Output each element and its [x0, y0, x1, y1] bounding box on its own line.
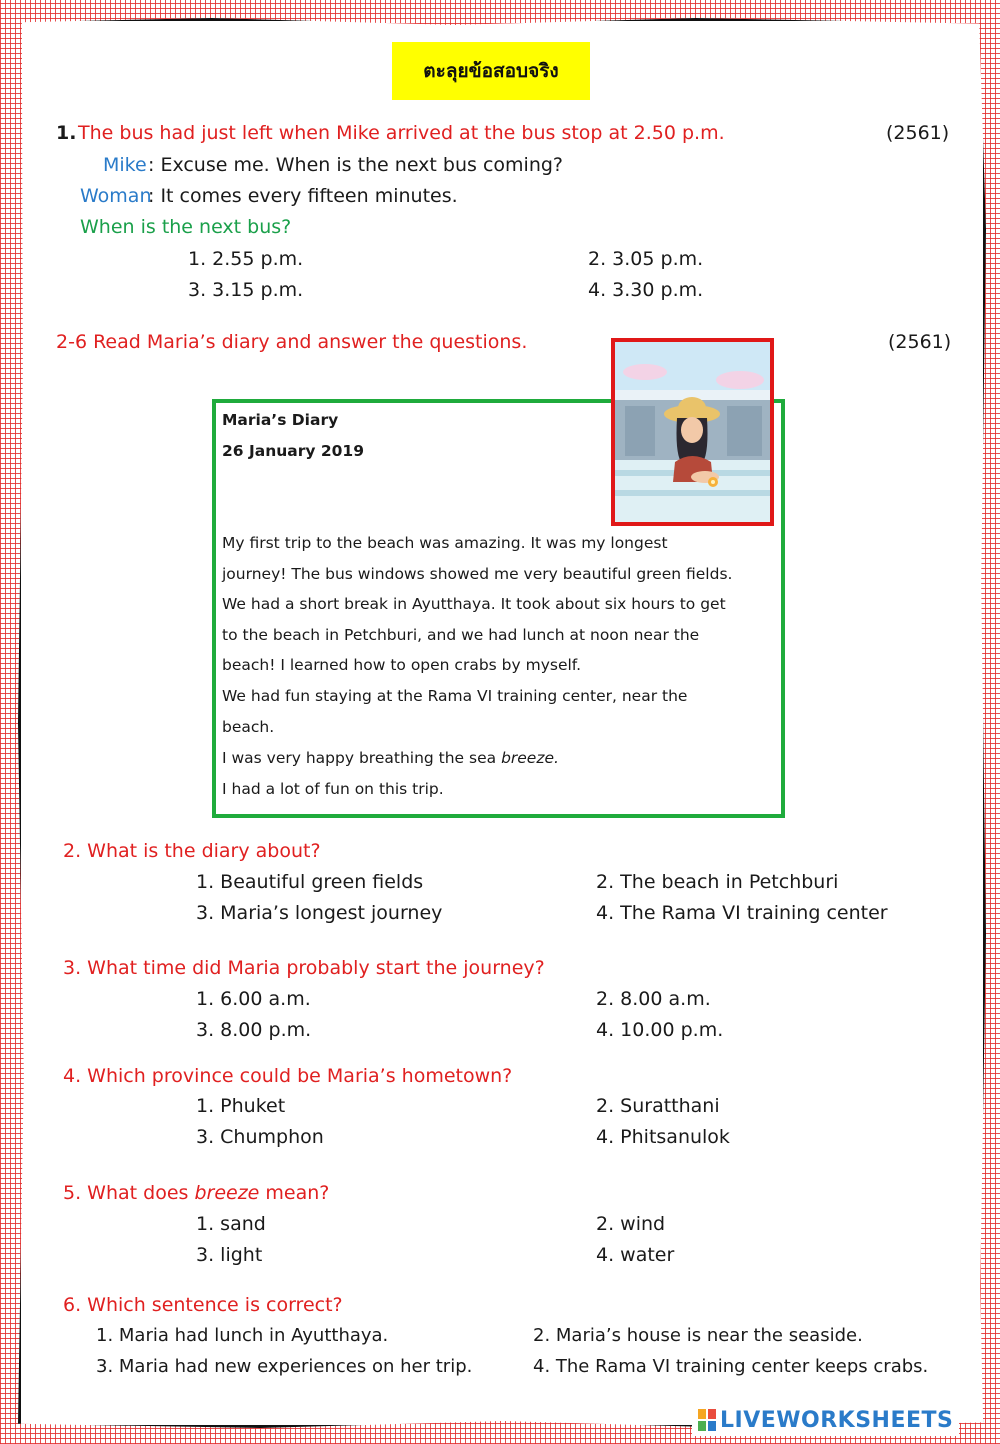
q1-year: (2561) [886, 122, 950, 144]
diary-line: My first trip to the beach was amazing. It was my longest [222, 534, 668, 552]
q3-option-1[interactable]: 1. 6.00 a.m. [196, 988, 311, 1010]
q6-option-2[interactable]: 2. Maria’s house is near the seaside. [533, 1325, 863, 1346]
q2-option-3[interactable]: 3. Maria’s longest journey [196, 902, 443, 924]
q4-question: 4. Which province could be Maria’s hometown? [63, 1065, 513, 1087]
q1-mike-label: Mike [103, 154, 147, 176]
q1-question: When is the next bus? [80, 216, 292, 238]
q2-option-1[interactable]: 1. Beautiful green fields [196, 871, 424, 893]
q5-option-4[interactable]: 4. water [596, 1244, 675, 1266]
diary-line: We had a short break in Ayutthaya. It took about six hours to get [222, 595, 726, 613]
q1-option-3[interactable]: 3. 3.15 p.m. [188, 279, 304, 301]
diary-line-breeze-text: I was very happy breathing the sea [222, 749, 502, 767]
liveworksheets-logo-icon [698, 1409, 716, 1431]
q1-woman-label: Woman [80, 185, 152, 207]
q5-question-start: 5. What does [63, 1182, 195, 1204]
diary-breeze-word: breeze. [501, 749, 559, 767]
liveworksheets-logo [692, 1404, 959, 1436]
page-title: ตะลุยข้อสอบจริง [392, 42, 590, 100]
diary-line: beach. [222, 718, 275, 736]
maria-illustration [615, 342, 770, 522]
q2-option-2[interactable]: 2. The beach in Petchburi [596, 871, 839, 893]
q1-mike-line: : Excuse me. When is the next bus coming? [148, 154, 564, 176]
section-heading: 2-6 Read Maria’s diary and answer the questions. [56, 331, 528, 353]
q4-option-4[interactable]: 4. Phitsanulok [596, 1126, 730, 1148]
diary-title: Maria’s Diary [222, 411, 339, 429]
q4-option-1[interactable]: 1. Phuket [196, 1095, 286, 1117]
diary-date: 26 January 2019 [222, 442, 365, 460]
q6-option-3[interactable]: 3. Maria had new experiences on her trip. [96, 1356, 473, 1377]
q6-option-1[interactable]: 1. Maria had lunch in Ayutthaya. [96, 1325, 389, 1346]
diary-line: beach! I learned how to open crabs by myself. [222, 656, 582, 674]
q5-option-2[interactable]: 2. wind [596, 1213, 666, 1235]
q2-option-4[interactable]: 4. The Rama VI training center [596, 902, 888, 924]
diary-line: We had fun staying at the Rama VI training center, near the [222, 687, 688, 705]
q5-question-word: breeze [194, 1182, 260, 1204]
q5-option-3[interactable]: 3. light [196, 1244, 263, 1266]
q3-option-3[interactable]: 3. 8.00 p.m. [196, 1019, 312, 1041]
diary-line: to the beach in Petchburi, and we had lunch at noon near the [222, 626, 700, 644]
liveworksheets-brand: LIVEWORKSHEETS [720, 1407, 954, 1433]
diary-line: journey! The bus windows showed me very beautiful green fields. [222, 565, 733, 583]
maria-bus-photo [611, 338, 774, 526]
q1-option-1[interactable]: 1. 2.55 p.m. [188, 248, 304, 270]
q6-question: 6. Which sentence is correct? [63, 1294, 343, 1316]
q1-option-4[interactable]: 4. 3.30 p.m. [588, 279, 704, 301]
q1-woman-line: : It comes every fifteen minutes. [148, 185, 458, 207]
q5-option-1[interactable]: 1. sand [196, 1213, 266, 1235]
diary-line-breeze [222, 749, 559, 767]
q1-option-2[interactable]: 2. 3.05 p.m. [588, 248, 704, 270]
q1-number: 1. [56, 122, 77, 144]
diary-last-line: I had a lot of fun on this trip. [222, 780, 444, 798]
q1-text: The bus had just left when Mike arrived at the bus stop at 2.50 p.m. [78, 122, 725, 144]
q3-question: 3. What time did Maria probably start the journey? [63, 957, 545, 979]
section-year: (2561) [888, 331, 952, 353]
q4-option-3[interactable]: 3. Chumphon [196, 1126, 324, 1148]
q5-question [63, 1182, 329, 1204]
q3-option-4[interactable]: 4. 10.00 p.m. [596, 1019, 724, 1041]
q4-option-2[interactable]: 2. Suratthani [596, 1095, 720, 1117]
q2-question: 2. What is the diary about? [63, 840, 321, 862]
q5-question-end: mean? [259, 1182, 330, 1204]
q3-option-2[interactable]: 2. 8.00 a.m. [596, 988, 711, 1010]
q6-option-4[interactable]: 4. The Rama VI training center keeps crabs. [533, 1356, 929, 1377]
